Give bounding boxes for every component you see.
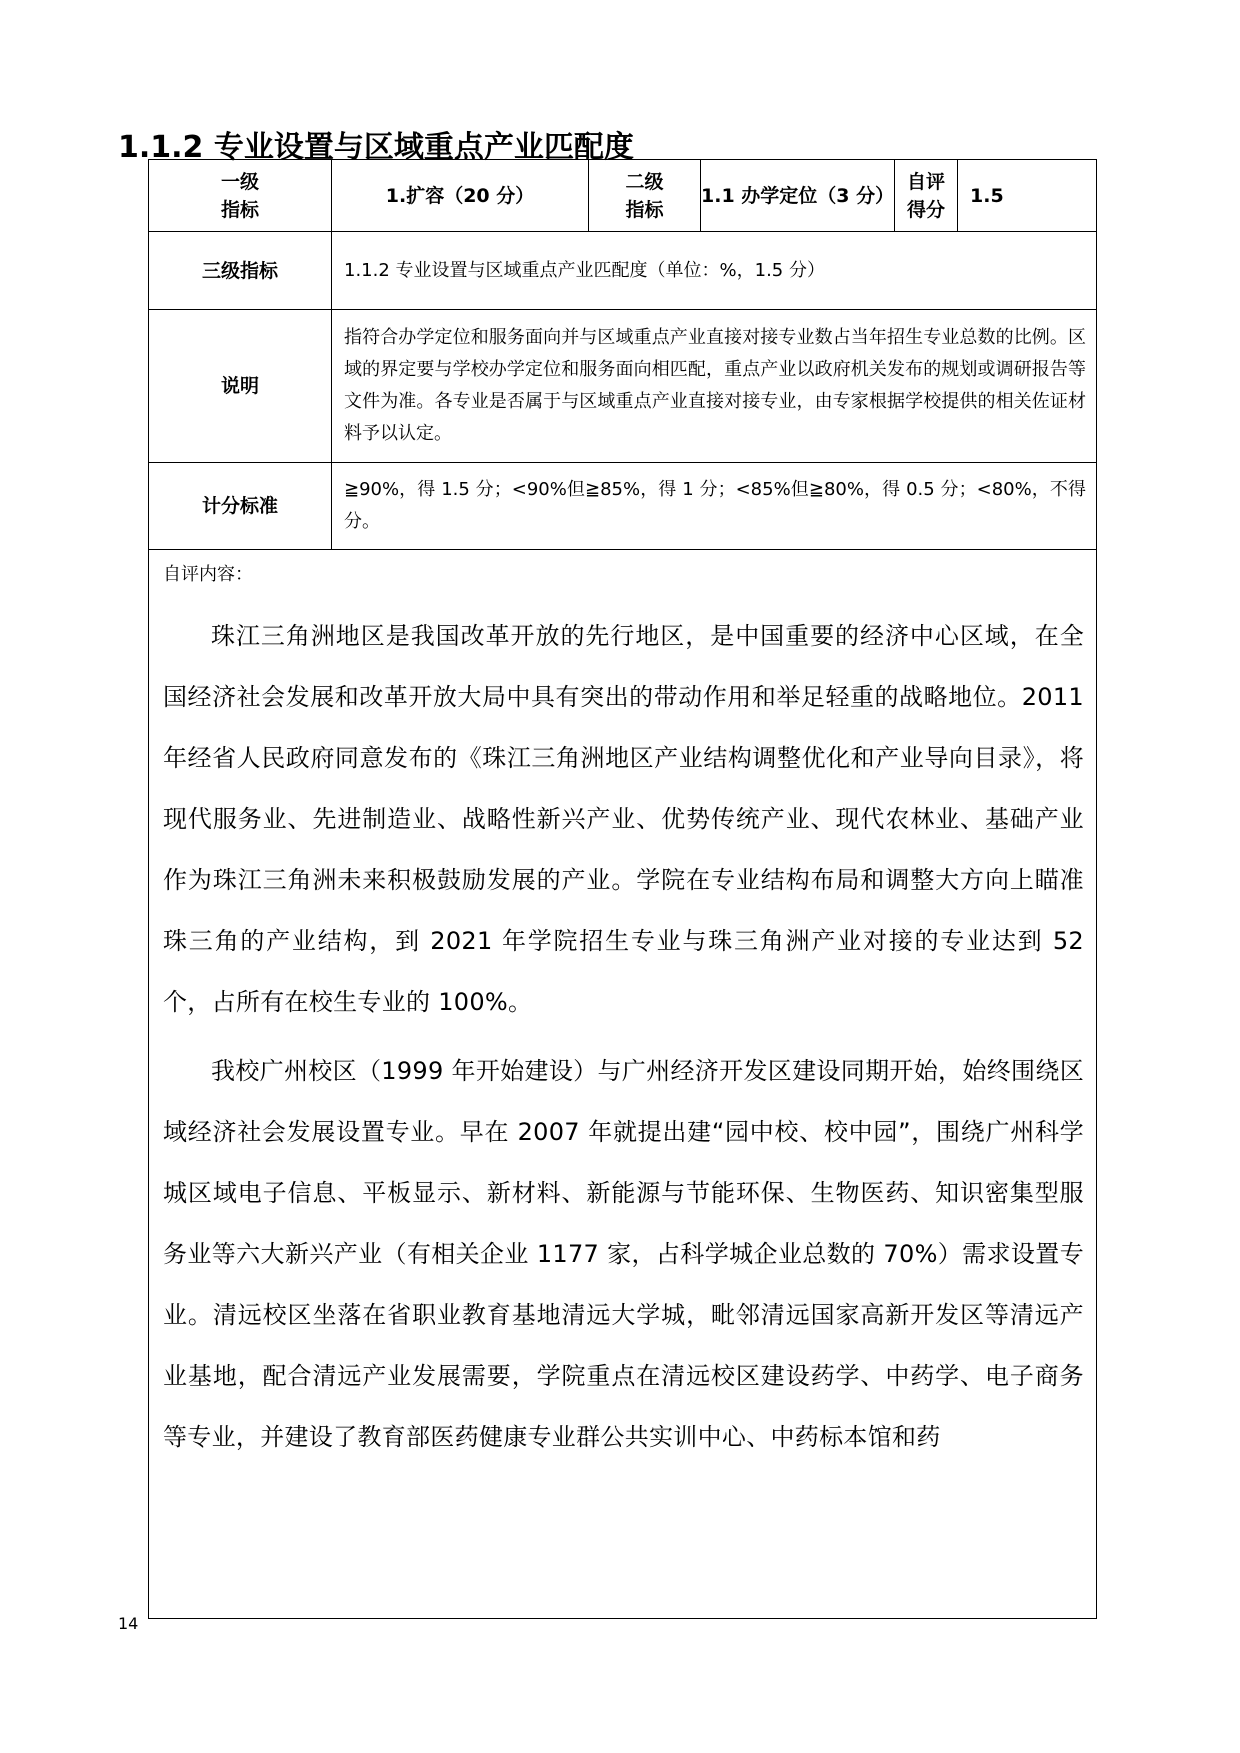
table-row: [149, 550, 1097, 1619]
self-eval-cell: [149, 550, 1097, 1619]
self-score-value: 1.5: [958, 160, 1097, 232]
level1-value: 1.扩容（20 分）: [332, 160, 589, 232]
table-row: [149, 232, 1097, 310]
level3-label: 三级指标: [149, 232, 332, 310]
table-row: [149, 463, 1097, 550]
scoring-label: 计分标准: [149, 463, 332, 550]
desc-label: 说明: [149, 310, 332, 463]
level2-label: 二级 指标: [589, 160, 701, 232]
self-eval-label: 自评内容：: [163, 564, 253, 585]
section-heading: 1.1.2 专业设置与区域重点产业匹配度: [118, 130, 634, 165]
table-row: [149, 310, 1097, 463]
evaluation-table: [148, 159, 1097, 1619]
page-number: 14: [118, 1614, 139, 1633]
level1-label: 一级 指标: [149, 160, 332, 232]
self-score-label: 自评 得分: [895, 160, 958, 232]
level3-value: 1.1.2 专业设置与区域重点产业匹配度（单位：%，1.5 分）: [332, 232, 1097, 310]
level2-value: 1.1 办学定位（3 分）: [701, 160, 895, 232]
table-row: [149, 160, 1097, 232]
desc-value: 指符合办学定位和服务面向并与区域重点产业直接对接专业数占当年招生专业总数的比例。区域的界定要与学校办学定位和服务面向相匹配，重点产业以政府机关发布的规划或调研报告等文件为准。各专业是否属于与区域重点产业直接对接专业，由专家根据学校提供的相关佐证材料予以认定。: [332, 310, 1097, 463]
self-eval-paragraph-1: 珠江三角洲地区是我国改革开放的先行地区，是中国重要的经济中心区域，在全国经济社会发展和改革开放大局中具有突出的带动作用和举足轻重的战略地位。2011 年经省人民政府同意发布的《珠江三角洲地区产业结构调整优化和产业导向目录》，将现代服务业、先进制造业、战略性新兴产业、优势传统产业、现代农林业、基础产业作为珠江三角洲未来积极鼓励发展的产业。学院在专业结构布局和调整大方向上瞄准珠三角的产业结构，到 2021 年学院招生专业与珠三角洲产业对接的专业达到 52 个，占所有在校生专业的 100%。: [163, 622, 1084, 1016]
scoring-value: ≧90%，得 1.5 分；<90%但≧85%，得 1 分；<85%但≧80%，得 0.5 分；<80%，不得分。: [332, 463, 1097, 550]
self-eval-paragraph-2: 我校广州校区（1999 年开始建设）与广州经济开发区建设同期开始，始终围绕区域经济社会发展设置专业。早在 2007 年就提出建“园中校、校中园”，围绕广州科学城区域电子信息、平板显示、新材料、新能源与节能环保、生物医药、知识密集型服务业等六大新兴产业（有相关企业 1177 家，占科学城企业总数的 70%）需求设置专业。清远校区坐落在省职业教育基地清远大学城，毗邻清远国家高新开发区等清远产业基地，配合清远产业发展需要，学院重点在清远校区建设药学、中药学、电子商务等专业，并建设了教育部医药健康专业群公共实训中心、中药标本馆和药: [163, 1057, 1084, 1451]
